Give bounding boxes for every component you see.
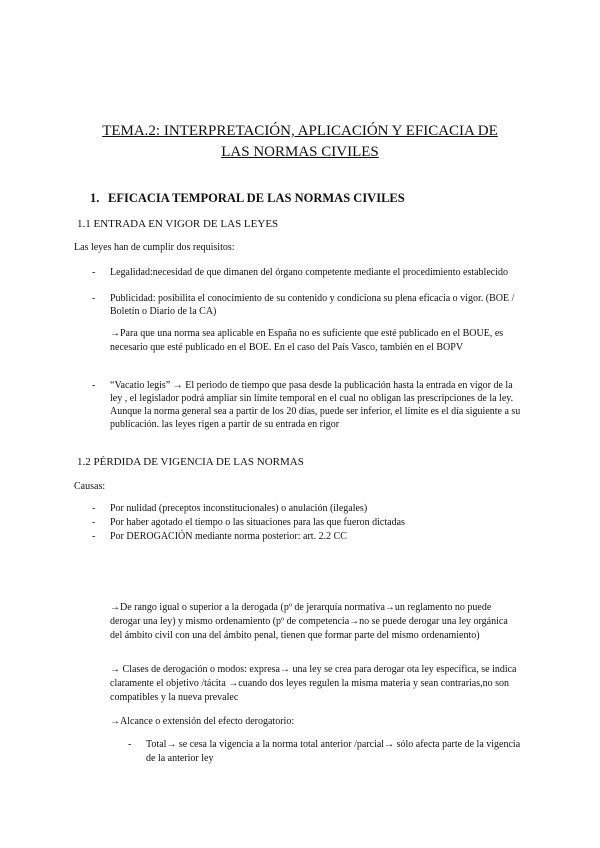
intro-paragraph: Las leyes han de cumplir dos requisitos: <box>74 242 235 253</box>
rango-paragraph: →De rango igual o superior a la derogada (pº de jerarquía normativa→un reglamento no puede derogar una ley) y mismo ordenamiento (pº de competencia→no se puede derogar una ley orgánica del ámbito civil con una del ámbito penal, tienen que formar parte del mismo ordenamiento) <box>110 602 508 641</box>
list-item-text: Publicidad: posibilita el conocimiento de su contenido y condiciona su plena eficacia o vigor. (BOE / Boletín o Diario de la CA) <box>110 293 515 317</box>
title-line-1: TEMA.2: INTERPRETACIÓN, APLICACIÓN Y EFICACIA DE <box>102 123 498 139</box>
list-dash: - <box>92 293 96 304</box>
document-title <box>40 121 560 163</box>
subsection-heading-1-1: 1.1 ENTRADA EN VIGOR DE LAS LEYES <box>77 218 279 230</box>
clases-paragraph: → Clases de derogación o modos: expresa→ una ley se crea para derogar ota ley específica, se indica claramente el objetivo /tácita →cuando dos leyes regulen la misma materia y sean contrarias,no son compatibles y la nueva prevalec <box>110 664 517 703</box>
list-dash: - <box>92 380 96 391</box>
list-item-text: “Vacatio legis” → El periodo de tiempo que pasa desde la publicación hasta la entrada en vigor de la ley , el legislador podrá ampliar sin límite temporal en el cual no obligan las prescripciones de la ley. Aunque la norma general sea a partir de los 20 días, puede ser inferior, el límite es el día siguiente a su publicación. las leyes rigen a partir de su entrada en rigor <box>110 380 521 430</box>
subsection-heading-1-2: 1.2 PÉRDIDA DE VIGENCIA DE LAS NORMAS <box>77 456 304 468</box>
list-dash: - <box>92 503 96 514</box>
title-line-2: LAS NORMAS CIVILES <box>221 144 379 160</box>
section-number: 1. <box>90 191 100 205</box>
list-dash: - <box>92 517 96 528</box>
list-item-text: Por nulidad (preceptos inconstitucionales) o anulación (ilegales) <box>110 503 368 514</box>
causas-label: Causas: <box>74 481 106 492</box>
list-dash: - <box>92 531 96 542</box>
alcance-paragraph: →Alcance o extensión del efecto derogatorio: <box>110 716 295 727</box>
list-dash: - <box>128 739 132 750</box>
list-item-text: Por DEROGACIÓN mediante norma posterior: art. 2.2 CC <box>110 531 347 542</box>
note-boe-paragraph: →Para que una norma sea aplicable en España no es suficiente que esté publicado en el BOUE, es necesario que esté publicado en el BOE. En el caso del País Vasco, también en el BOPV <box>110 328 504 353</box>
list-item-text: Legalidad:necesidad de que dimanen del órgano competente mediante el procedimiento establecido <box>110 267 508 278</box>
section-heading-1 <box>90 191 405 206</box>
list-item-text: Total→ se cesa la vigencia a la norma total anterior /parcial→ sólo afecta parte de la vigencia de la anterior ley <box>146 739 521 764</box>
list-dash: - <box>92 267 96 278</box>
section-title: EFICACIA TEMPORAL DE LAS NORMAS CIVILES <box>108 191 405 205</box>
list-item-text: Por haber agotado el tiempo o las situaciones para las que fueron dictadas <box>110 517 405 528</box>
